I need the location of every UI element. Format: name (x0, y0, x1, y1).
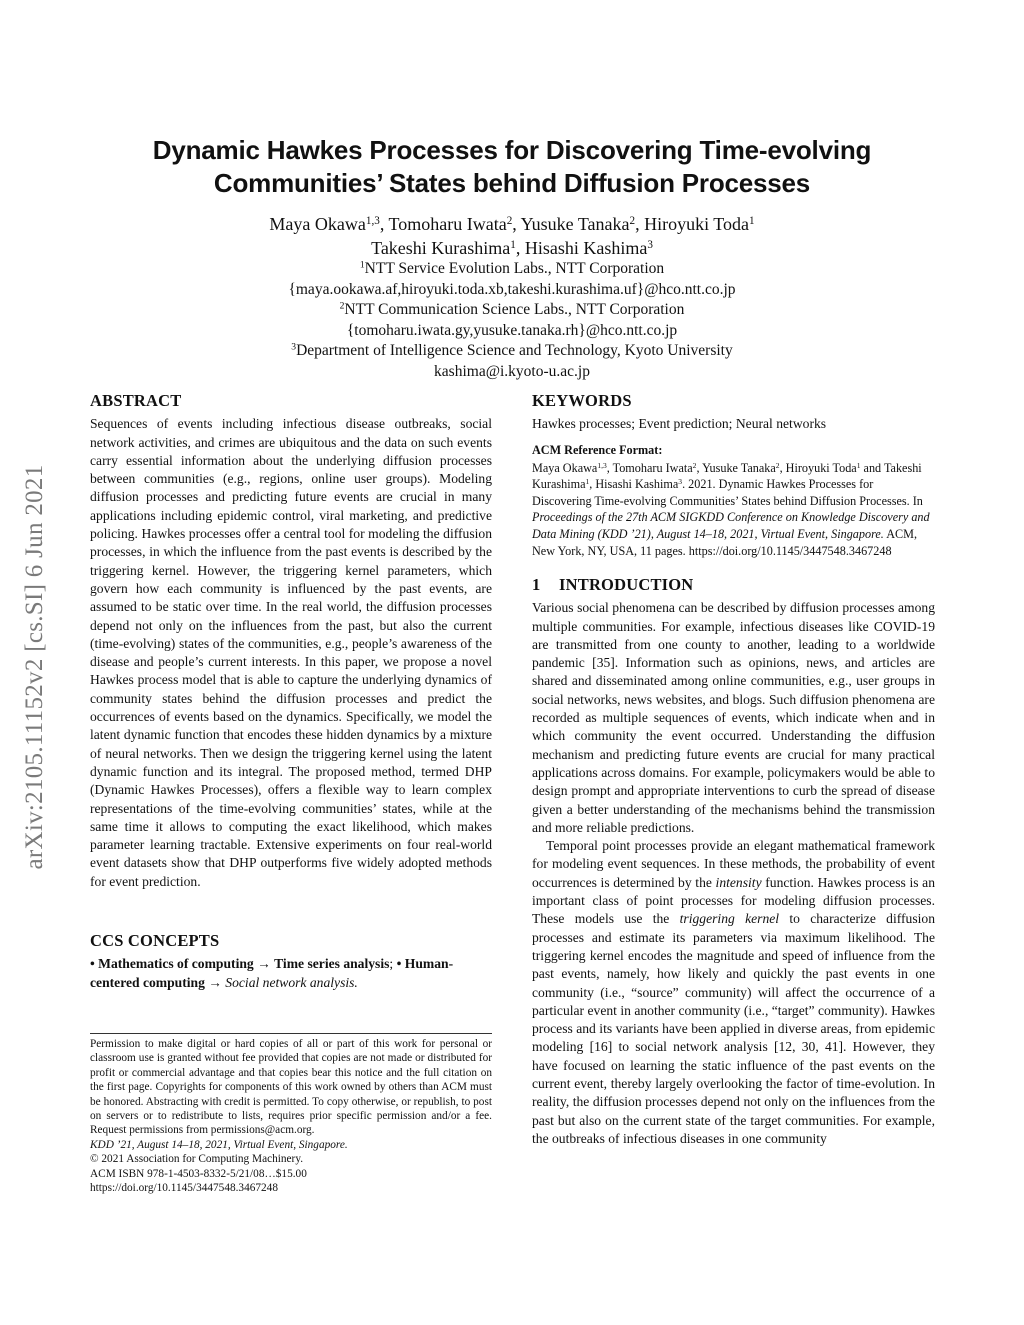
affiliation-text: NTT Service Evolution Labs., NTT Corporation (364, 260, 665, 277)
ccs-arrow: → (204, 974, 226, 990)
affiliation-line (100, 321, 924, 342)
affiliation-line (100, 300, 924, 321)
footnote-rule (90, 1033, 492, 1034)
abstract-heading: ABSTRACT (90, 391, 182, 410)
paper-title (100, 134, 924, 200)
affiliation-mark: 3 (291, 341, 297, 353)
affiliation-line (100, 341, 924, 362)
intro-paragraph-1: Various social phenomena can be described by diffusion processes among multiple communities. For example, infectious diseases like COVID-19 are transmitted from one county to another, leading to a worldwide pandemic [35]. Information such as opinions, news, and articles are shared and disseminated among online communities, e.g., user groups in social networks, news websites, and blogs. Such diffusion phenomena are recorded as multiple sequences of events, which indicate when and in which community the event occurred. Understanding the diffusion mechanism and predicting future events are crucial for many practical applications across domains. For example, policymakers would be able to design prompt and appropriate interventions to curb the spread of disease given a better understanding of the mechanisms behind the transmission and more reliable predictions. (532, 600, 935, 835)
copyright-line: © 2021 Association for Computing Machinery. (90, 1153, 304, 1166)
acm-reference (532, 442, 935, 559)
author-name: Hiroyuki Toda (644, 214, 750, 234)
affiliation-text: NTT Communication Science Labs., NTT Corporation (344, 301, 685, 318)
title-line-1: Dynamic Hawkes Processes for Discovering Time-evolving (152, 135, 872, 165)
ccs-concept: • Human-centered computing (90, 956, 454, 990)
paragraph-text: to characterize diffusion processes and estimate its parameters via maximum likelihood. The triggering kernel encodes the magnitude and speed of influence from the past events, namely, how likely and quickly the past events in one community (i.e., “source” community) will affect the occurrence of a particular event in another community (i.e., “target” community). Hawkes process and its variants have been applied in diverse areas, from epidemic modeling [16] to social network analysis [12, 30, 41]. However, they have focused on learning the static influence of the past events on the current event, thereby largely overlooking the factor of time-evolution. In reality, the diffusion processes depend not only on the influences from the past but also on the current state of the target communities. For example, the outbreaks of infectious diseases in one community (532, 911, 936, 1146)
author-name: Tomoharu Iwata (388, 214, 507, 234)
affiliation-line (100, 259, 924, 280)
author-list (100, 212, 924, 260)
author-affiliation-mark: 1 (510, 238, 516, 251)
author-separator: , (635, 214, 645, 234)
affiliation-line (100, 280, 924, 301)
permission-notice: Permission to make digital or hard copies of all or part of this work for personal or classroom use is granted without fee provided that copies are not made or distributed for profit or commercial advantage and that copies bear this notice and the full citation on the first page. Copyrights for components of this work owned by others than ACM must be honored. Abstracting with credit is permitted. To copy otherwise, or republish, to post on servers or to redistribute to lists, requires prior specific permission and/or a fee. Request permissions from permissions@acm.org. (90, 1038, 492, 1137)
isbn-line: ACM ISBN 978-1-4503-8332-5/21/08…$15.00 (90, 1167, 307, 1180)
intro-paragraph-2 (532, 837, 935, 1148)
section-title: INTRODUCTION (559, 575, 694, 594)
abstract-section (90, 392, 492, 891)
authors-line-1 (100, 212, 924, 236)
ccs-arrow: → (253, 956, 275, 972)
affiliation-text: Department of Intelligence Science and Technology, Kyoto University (296, 342, 733, 359)
arxiv-sidebar (10, 380, 60, 955)
ccs-text (90, 955, 492, 992)
author-affiliation-mark: 1 (749, 214, 755, 227)
ref-proceedings: Proceedings of the 27th ACM SIGKDD Conference on Knowledge Discovery and Data Mining (KDD ’21), August 14–18, 2021, Virtual Event, Singapore. (532, 510, 930, 541)
ccs-concept: Social network analysis. (225, 974, 358, 990)
author-separator: , (512, 214, 521, 234)
ref-tail: ACM, New York, NY, USA, 11 pages. https://doi.org/10.1145/3447548.3467248 (532, 526, 918, 558)
title-line-2: Communities’ States behind Diffusion Processes (213, 168, 811, 198)
introduction-section (532, 576, 935, 1148)
section-number: 1 (532, 575, 541, 594)
affiliation-email: {maya.ookawa.af,hiroyuki.toda.xb,takeshi.kurashima.uf}@hco.ntt.co.jp (288, 280, 736, 298)
abstract-text: Sequences of events including infectious disease outbreaks, social network activities, and crimes are ubiquitous and the data on such events carry essential information about the underlying diffusion processes between communities (e.g., regions, online user groups). Modeling diffusion processes and predicting future events are crucial in many applications including epidemic control, viral marketing, and predictive policing. Hawkes processes offer a central tool for modeling the diffusion processes, in which the influence from the past events is described by the triggering kernel. However, the triggering kernel parameters, which govern how each community is influenced by the past events, are assumed to be static over time. In the real world, the diffusion processes depend not only on the influences from the past, but also the current (time-evolving) states of the communities, e.g., people’s awareness of the disease and people’s current interests. In this paper, we propose a novel Hawkes process model that is able to capture the underlying dynamics of community states behind the diffusion processes and predict the occurrences of events based on the dynamics. Specifically, we model the latent dynamic function that encodes these hidden dynamics by a mixture of neural networks. Then we design the triggering kernel using the latent dynamic function and its integral. The proposed method, termed DHP (Dynamic Hawkes Processes), offers a flexible way to learn complex representations of the time-evolving communities’ states, while at the same time it allows to computing the exact likelihood, which makes parameter learning tractable. Extensive experiments on four real-world event datasets show that DHP outperforms five widely adopted methods for event prediction. (90, 416, 492, 889)
keywords-heading: KEYWORDS (532, 391, 632, 410)
ref-author-mark: 3 (678, 477, 683, 487)
ref-author-mark: 1 (585, 477, 590, 487)
conference-name: KDD ’21, August 14–18, 2021, Virtual Event, Singapore. (90, 1138, 348, 1151)
author-name: Maya Okawa (269, 214, 366, 234)
introduction-heading (532, 576, 935, 594)
ref-author: , Hiroyuki Toda (779, 460, 857, 475)
affiliations (100, 259, 924, 382)
affiliation-email: kashima@i.kyoto-u.ac.jp (434, 362, 590, 380)
acm-reference-text (532, 460, 935, 560)
ref-body: . 2021. Dynamic Hawkes Processes for Discovering Time-evolving Communities’ States behind Diffusion Processes. In (532, 477, 923, 508)
acm-reference-heading: ACM Reference Format: (532, 443, 663, 457)
author-name: Yusuke Tanaka (520, 214, 630, 234)
affiliation-mark: 1 (359, 259, 365, 271)
author-affiliation-mark: 3 (647, 238, 653, 251)
author-affiliation-mark: 2 (629, 214, 636, 227)
ref-author-mark: 1 (856, 460, 861, 470)
emphasis-term: triggering kernel (679, 911, 780, 927)
keywords-text: Hawkes processes; Event prediction; Neural networks (532, 416, 827, 432)
authors-line-2 (100, 236, 924, 260)
affiliation-mark: 2 (339, 300, 345, 312)
ref-author-mark: 2 (775, 460, 780, 470)
arxiv-identifier: arXiv:2105.11152v2 [cs.SI] 6 Jun 2021 (21, 464, 48, 870)
author-affiliation-mark: 2 (506, 214, 513, 227)
affiliation-email: {tomoharu.iwata.gy,yusuke.tanaka.rh}@hco.ntt.co.jp (346, 321, 678, 339)
ccs-heading: CCS CONCEPTS (90, 931, 220, 950)
emphasis-term: intensity (715, 874, 762, 890)
ref-author: , Hisashi Kashima (589, 477, 679, 492)
footnote (90, 1037, 492, 1195)
ref-author: , Yusuke Tanaka (696, 460, 776, 475)
keywords-section (532, 392, 935, 434)
paragraph-text: Temporal point processes provide an elegant mathematical framework for modeling event sequences. In these methods, the probability of event occurrences is determined by the (532, 838, 935, 890)
doi-line: https://doi.org/10.1145/3447548.3467248 (90, 1182, 278, 1195)
ccs-concept: Time series analysis (274, 956, 390, 972)
author-name: Takeshi Kurashima (371, 238, 511, 258)
affiliation-line (100, 362, 924, 383)
ccs-concept: • Mathematics of computing (90, 956, 254, 972)
paragraph-text: function. Hawkes process is an important class of point processes for modeling diffusion processes. These models use the (532, 874, 935, 927)
ref-author-mark: 2 (692, 460, 697, 470)
ccs-section (90, 932, 492, 992)
conference-info (90, 1138, 492, 1152)
ref-author: , Tomoharu Iwata (606, 460, 693, 475)
ref-author: and Takeshi Kurashima (532, 460, 922, 492)
author-affiliation-mark: 1,3 (365, 214, 380, 227)
ref-author-mark: 1,3 (597, 460, 607, 470)
ref-author: Maya Okawa (532, 460, 598, 475)
ccs-separator: ; (389, 956, 397, 972)
author-name: Hisashi Kashima (524, 238, 648, 258)
author-separator: , (515, 238, 525, 258)
author-separator: , (379, 214, 389, 234)
